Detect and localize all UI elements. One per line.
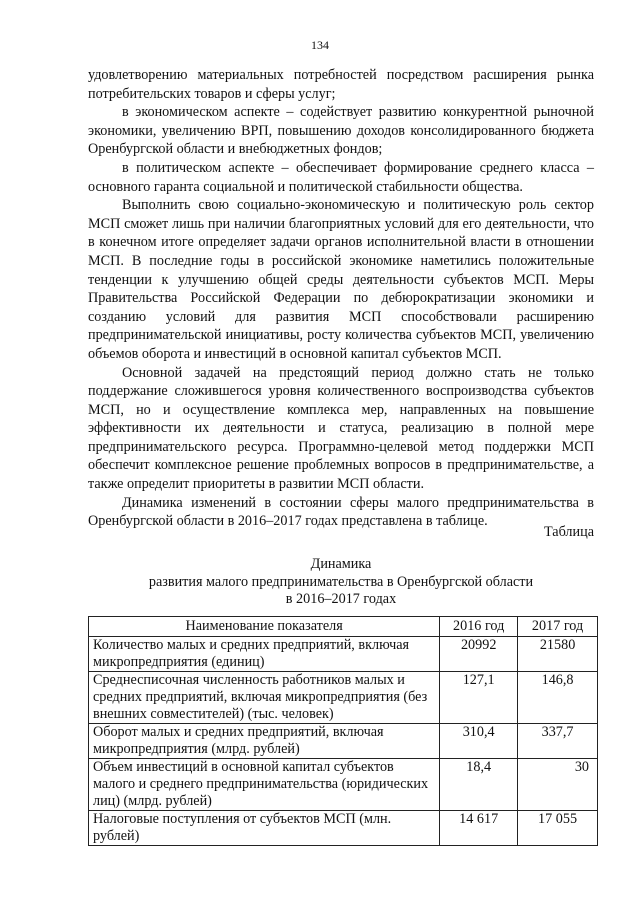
body-text xyxy=(88,66,594,531)
caption-line-1: Динамика xyxy=(310,556,372,572)
row-value-2016: 18,4 xyxy=(440,759,518,811)
paragraph-political-aspect: в политическом аспекте – обеспечивает формирование среднего класса – основного гаранта социальной и политической стабильности общества. xyxy=(88,159,594,195)
row-value-2016: 14 617 xyxy=(440,811,518,846)
table-label: Таблица xyxy=(543,524,594,540)
paragraph-msp-role: Выполнить свою социально-экономическую и политическую роль сектор МСП сможет лишь при наличии благоприятных условий для его деятельности, что в конечном итоге определяет задачи органов исполнительной власти в отношении МСП. В последние годы в российской экономике наметились положительные тенденции к улучшению общей среды деятельности субъектов МСП. Меры Правительства Российской Федерации по дебюрократизации экономики и созданию условий для развития МСП способствовали расширению предпринимательской инициативы, росту количества субъектов МСП, увеличению объемов оборота и инвестиций в основной капитал субъектов МСП. xyxy=(88,197,594,362)
row-value-2016: 20992 xyxy=(440,637,518,672)
page-number: 134 xyxy=(311,38,329,52)
table-row xyxy=(89,811,598,846)
row-name: Среднесписочная численность работников малых и средних предприятий, включая микропредприятия (без внешних совместителей) (тыс. человек) xyxy=(89,672,440,724)
header-indicator: Наименование показателя xyxy=(89,617,440,637)
row-value-2017: 21580 xyxy=(518,637,598,672)
caption-line-3: в 2016–2017 годах xyxy=(285,591,397,607)
row-name: Налоговые поступления от субъектов МСП (млн. рублей) xyxy=(89,811,440,846)
caption-line-2: развития малого предпринимательства в Оренбургской области xyxy=(148,573,534,590)
paragraph-main-task: Основной задачей на предстоящий период должно стать не только поддержание сложившегося уровня количественного воспроизводства субъектов МСП, но и осуществление комплекса мер, направленных на повышение эффективности их деятельности и статуса, реализацию в полной мере предпринимательского ресурса. Программно-целевой метод поддержки МСП обеспечит комплексное решение проблемных вопросов в предпринимательстве, а также определит приоритеты в развитии МСП области. xyxy=(88,364,594,493)
header-2016: 2016 год xyxy=(440,617,518,637)
row-name: Оборот малых и средних предприятий, включая микропредприятия (млрд. рублей) xyxy=(89,724,440,759)
paragraph-table-intro: Динамика изменений в состоянии сферы малого предпринимательства в Оренбургской области в 2016–2017 годах представлена в таблице. xyxy=(88,494,594,530)
row-name: Количество малых и средних предприятий, включая микропредприятия (единиц) xyxy=(89,637,440,672)
row-value-2016: 127,1 xyxy=(440,672,518,724)
row-value-2017: 337,7 xyxy=(518,724,598,759)
table-caption xyxy=(88,556,594,609)
row-value-2017: 30 xyxy=(518,759,598,811)
table-row xyxy=(89,637,598,672)
table-row xyxy=(89,724,598,759)
table-row xyxy=(89,672,598,724)
dynamics-table xyxy=(88,616,598,846)
paragraph-continuation: удовлетворению материальных потребностей посредством расширения рынка потребительских товаров и сферы услуг; xyxy=(88,67,594,102)
row-name: Объем инвестиций в основной капитал субъектов малого и среднего предпринимательства (юридических лиц) (млрд. рублей) xyxy=(89,759,440,811)
row-value-2017: 146,8 xyxy=(518,672,598,724)
table-row xyxy=(89,759,598,811)
paragraph-economic-aspect: в экономическом аспекте – содействует развитию конкурентной рыночной экономики, увеличению ВРП, повышению доходов консолидированного бюджета Оренбургской области и внебюджетных фондов; xyxy=(88,104,594,158)
row-value-2016: 310,4 xyxy=(440,724,518,759)
row-value-2017: 17 055 xyxy=(518,811,598,846)
header-2017: 2017 год xyxy=(518,617,598,637)
table-header-row xyxy=(89,617,598,637)
